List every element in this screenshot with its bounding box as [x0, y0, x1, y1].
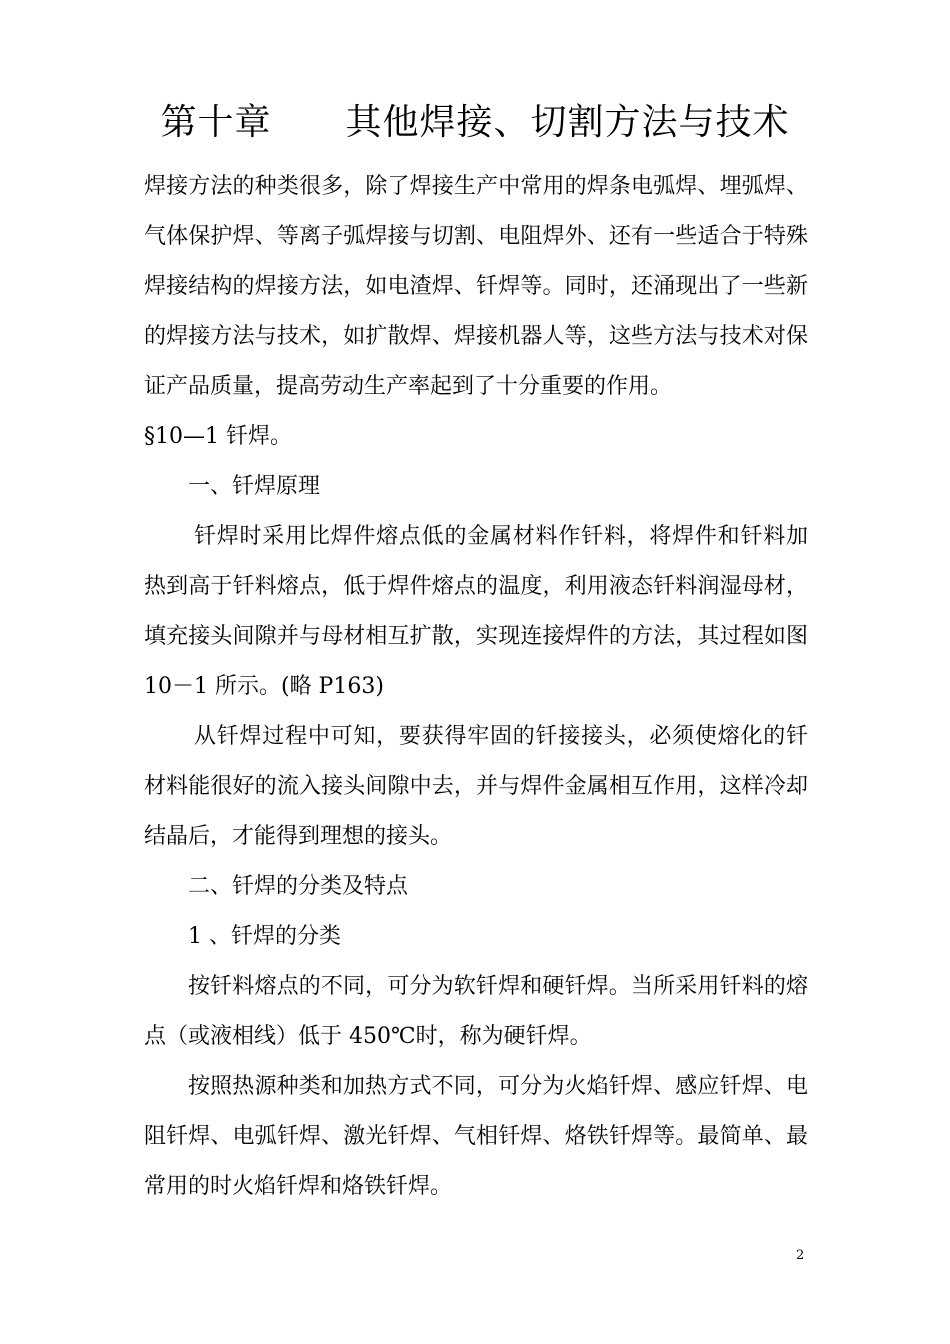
document-body — [144, 162, 808, 1212]
page-number: 2 — [796, 1248, 805, 1263]
numbered-heading-classification: 1 、钎焊的分类 — [188, 924, 341, 949]
process-paragraph: 从钎焊过程中可知，要获得牢固的钎接接头，必须使熔化的钎材料能很好的流入接头间隙中去，并与焊件金属相互作用，这样冷却结晶后，才能得到理想的接头。 — [144, 724, 808, 849]
subsection-heading-classification: 二、钎焊的分类及特点 — [188, 874, 409, 899]
section-heading: §10—1 钎焊。 — [144, 424, 292, 449]
subsection-heading-principle: 一、钎焊原理 — [188, 474, 321, 499]
heat-source-paragraph: 按照热源种类和加热方式不同，可分为火焰钎焊、感应钎焊、电阻钎焊、电弧钎焊、激光钎焊、气相钎焊、烙铁钎焊等。最简单、最常用的时火焰钎焊和烙铁钎焊。 — [144, 1074, 808, 1199]
principle-paragraph: 钎焊时采用比焊件熔点低的金属材料作钎料，将焊件和钎料加热到高于钎料熔点，低于焊件熔点的温度，利用液态钎料润湿母材，填充接头间隙并与母材相互扩散，实现连接焊件的方法，其过程如图10－1 所示。(略 P163) — [144, 524, 808, 699]
intro-paragraph: 焊接方法的种类很多，除了焊接生产中常用的焊条电弧焊、埋弧焊、气体保护焊、等离子弧焊接与切割、电阻焊外、还有一些适合于特殊焊接结构的焊接方法，如电渣焊、钎焊等。同时，还涌现出了一些新的焊接方法与技术，如扩散焊、焊接机器人等，这些方法与技术对保证产品质量，提高劳动生产率起到了十分重要的作用。 — [144, 174, 808, 399]
melting-point-paragraph: 按钎料熔点的不同，可分为软钎焊和硬钎焊。当所采用钎料的熔点（或液相线）低于 450℃时，称为硬钎焊。 — [144, 974, 808, 1049]
chapter-title: 第十章 其他焊接、切割方法与技术 — [160, 102, 790, 143]
